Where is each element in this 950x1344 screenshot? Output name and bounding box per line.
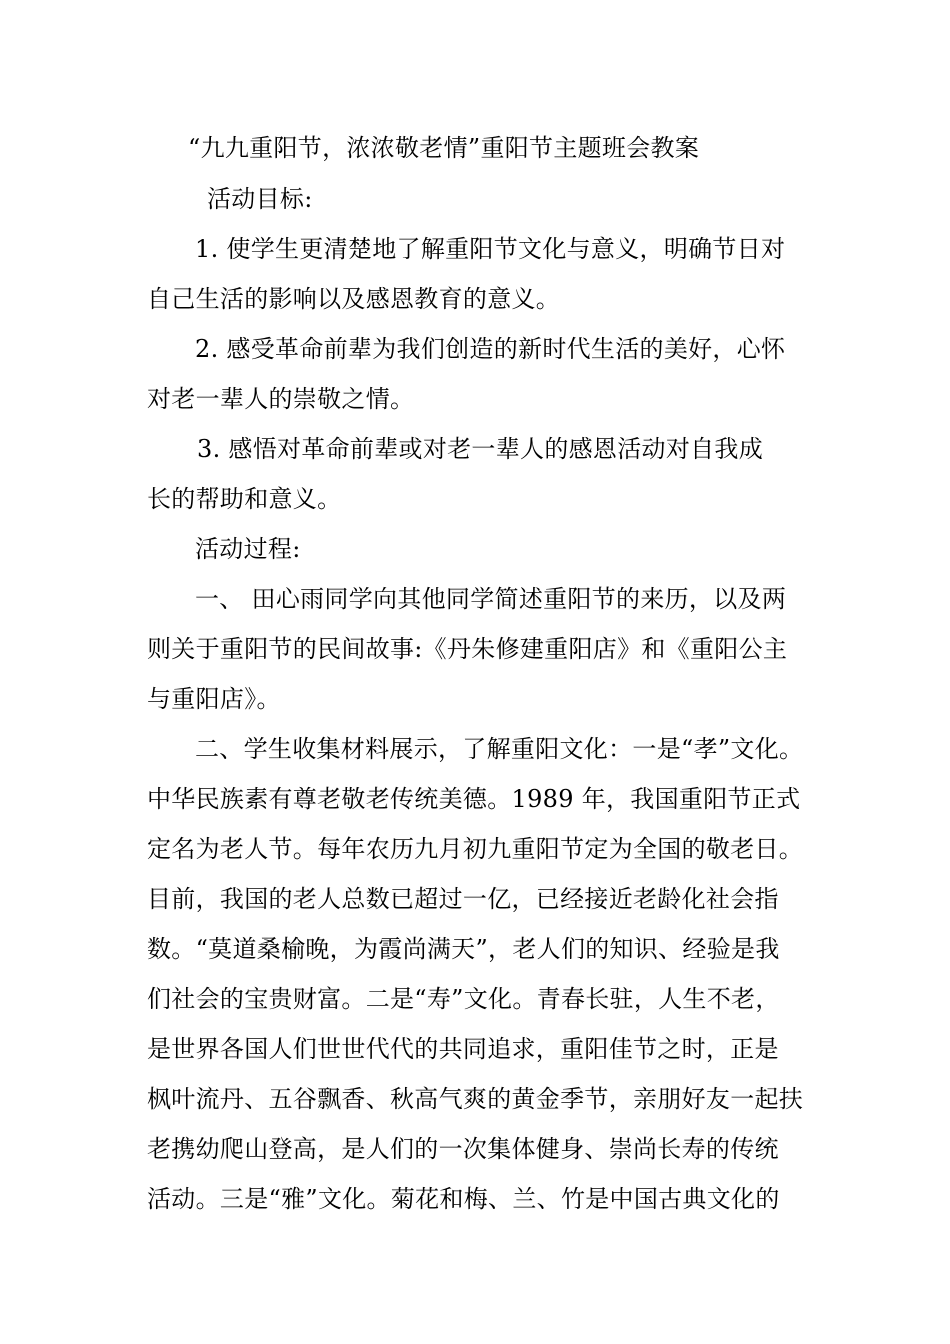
section-heading-objectives: 活动目标: [207, 185, 313, 213]
paragraph-line: 数。“莫道桑榆晚，为霞尚满天”，老人们的知识、经验是我 [147, 935, 780, 963]
paragraph-line: 1. 使学生更清楚地了解重阳节文化与意义，明确节日对 [195, 235, 786, 263]
paragraph-line: 老携幼爬山登高，是人们的一次集体健身、崇尚长寿的传统 [147, 1135, 779, 1163]
paragraph-line: 则关于重阳节的民间故事:《丹朱修建重阳店》和《重阳公主 [147, 635, 788, 663]
paragraph-line: 二、学生收集材料展示，了解重阳文化：一是“孝”文化。 [195, 735, 804, 763]
paragraph-line: 自己生活的影响以及感恩教育的意义。 [147, 285, 561, 313]
paragraph-line: 中华民族素有尊老敬老传统美德。1989 年，我国重阳节正式 [147, 785, 801, 813]
paragraph-line: 们社会的宝贵财富。二是“寿”文化。青春长驻，人生不老， [147, 985, 780, 1013]
document-title: “九九重阳节，浓浓敬老情”重阳节主题班会教案 [188, 134, 700, 162]
paragraph-line: 是世界各国人们世世代代的共同追求，重阳佳节之时，正是 [147, 1035, 779, 1063]
paragraph-line: 对老一辈人的崇敬之情。 [147, 385, 415, 413]
paragraph-line: 目前，我国的老人总数已超过一亿，已经接近老龄化社会指 [147, 885, 779, 913]
paragraph-line: 活动。三是“雅”文化。菊花和梅、兰、竹是中国古典文化的 [147, 1185, 780, 1213]
paragraph-line: 3. 感悟对革命前辈或对老一辈人的感恩活动对自我成 [197, 435, 764, 463]
section-heading-process: 活动过程: [195, 535, 301, 563]
paragraph-line: 一、 田心雨同学向其他同学简述重阳节的来历，以及两 [195, 585, 787, 613]
paragraph-line: 定名为老人节。每年农历九月初九重阳节定为全国的敬老日。 [147, 835, 804, 863]
paragraph-line: 枫叶流丹、五谷飘香、秋高气爽的黄金季节，亲朋好友一起扶 [147, 1085, 804, 1113]
paragraph-line: 与重阳店》。 [147, 685, 281, 713]
paragraph-line: 长的帮助和意义。 [147, 485, 342, 513]
paragraph-line: 2. 感受革命前辈为我们创造的新时代生活的美好，心怀 [195, 335, 786, 363]
